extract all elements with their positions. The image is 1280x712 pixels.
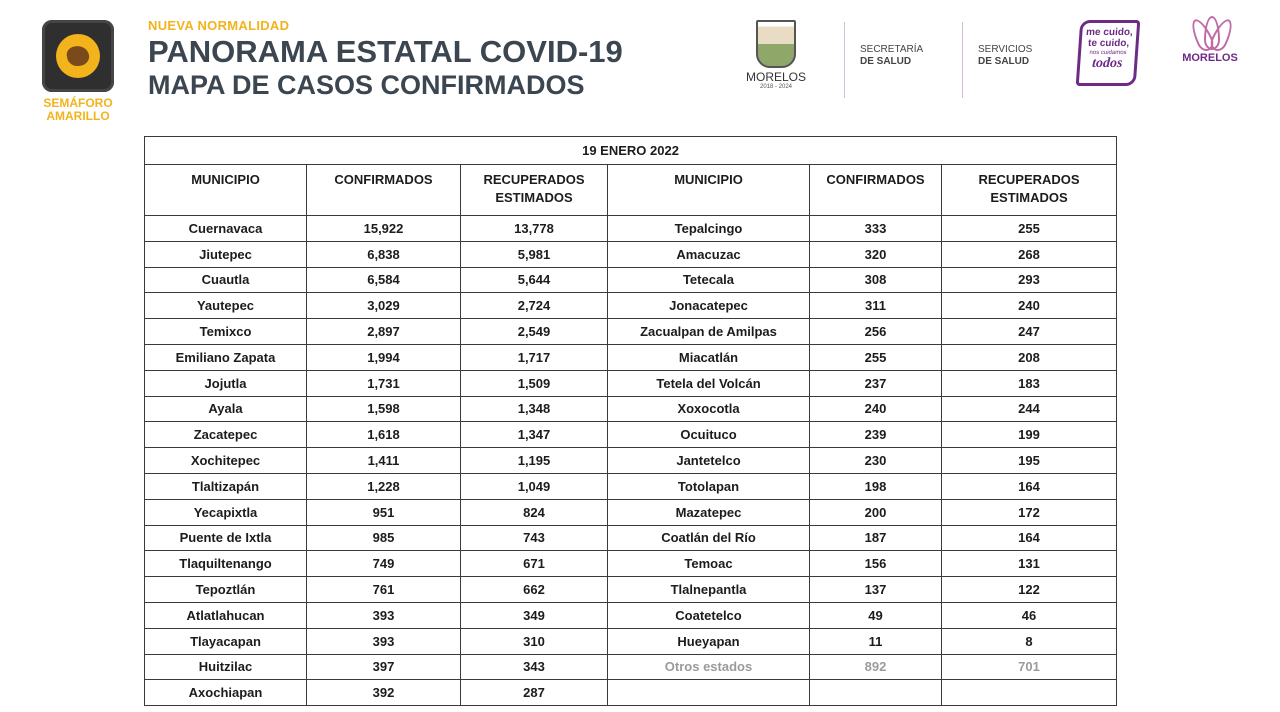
lotus-logo-name: MORELOS [1182, 52, 1238, 64]
cell-recuperados: 122 [942, 577, 1117, 603]
cell-confirmados: 2,897 [307, 319, 461, 345]
semaforo-circle [56, 34, 100, 78]
cell-recuperados: 671 [461, 551, 608, 577]
morelos-lotus-logo [1180, 18, 1240, 70]
cell-recuperados: 2,549 [461, 319, 608, 345]
cell-recuperados: 1,195 [461, 448, 608, 474]
cell-confirmados: 6,838 [307, 241, 461, 267]
header-municipio: MUNICIPIO [608, 165, 810, 216]
header-recuperados-line2: ESTIMADOS [495, 190, 573, 205]
cell-confirmados: 1,228 [307, 473, 461, 499]
morelos-government-logo [740, 20, 812, 90]
table-row [145, 602, 1117, 628]
cell-confirmados: 392 [307, 680, 461, 706]
table-row [145, 293, 1117, 319]
cell-recuperados: 8 [942, 628, 1117, 654]
cell-confirmados: 256 [810, 319, 942, 345]
cell-recuperados [942, 680, 1117, 706]
cell-confirmados: 240 [810, 396, 942, 422]
semaforo-label-line2: AMARILLO [46, 109, 110, 123]
cell-confirmados: 393 [307, 602, 461, 628]
page-subtitle: MAPA DE CASOS CONFIRMADOS [148, 70, 585, 100]
cell-confirmados: 308 [810, 267, 942, 293]
cell-recuperados: 349 [461, 602, 608, 628]
cell-confirmados: 311 [810, 293, 942, 319]
cell-confirmados: 1,618 [307, 422, 461, 448]
semaforo-map-icon [42, 20, 114, 92]
cell-municipio: Otros estados [608, 654, 810, 680]
cell-recuperados: 1,717 [461, 344, 608, 370]
cell-municipio: Miacatlán [608, 344, 810, 370]
table-row [145, 370, 1117, 396]
cell-confirmados: 1,598 [307, 396, 461, 422]
table-row [145, 267, 1117, 293]
cell-confirmados: 6,584 [307, 267, 461, 293]
cell-municipio: Tepalcingo [608, 216, 810, 242]
table-row [145, 654, 1117, 680]
cell-confirmados: 1,411 [307, 448, 461, 474]
logo-divider [844, 22, 845, 98]
cell-municipio: Tlalnepantla [608, 577, 810, 603]
cell-municipio: Emiliano Zapata [145, 344, 307, 370]
header-kicker: NUEVA NORMALIDAD [148, 18, 290, 33]
cell-recuperados: 287 [461, 680, 608, 706]
cell-recuperados: 172 [942, 499, 1117, 525]
morelos-logo-years: 2018 - 2024 [759, 84, 793, 90]
cell-recuperados: 1,049 [461, 473, 608, 499]
cell-municipio: Temixco [145, 319, 307, 345]
campaign-logo [1078, 20, 1138, 86]
cell-municipio: Xochitepec [145, 448, 307, 474]
cell-recuperados: 310 [461, 628, 608, 654]
cell-municipio: Amacuzac [608, 241, 810, 267]
table-row [145, 396, 1117, 422]
cell-recuperados: 195 [942, 448, 1117, 474]
cell-municipio: Tepoztlán [145, 577, 307, 603]
logo-bar [740, 16, 1250, 106]
cell-recuperados: 1,347 [461, 422, 608, 448]
cell-confirmados: 1,994 [307, 344, 461, 370]
cell-municipio: Tlaquiltenango [145, 551, 307, 577]
secretaria-salud-logo [860, 44, 923, 68]
cell-municipio [608, 680, 810, 706]
page-header [148, 18, 623, 100]
table-row [145, 551, 1117, 577]
table-row [145, 473, 1117, 499]
table-row [145, 422, 1117, 448]
cell-confirmados: 333 [810, 216, 942, 242]
cell-recuperados: 208 [942, 344, 1117, 370]
cell-recuperados: 199 [942, 422, 1117, 448]
cell-recuperados: 164 [942, 473, 1117, 499]
report-date: 19 ENERO 2022 [145, 137, 1117, 165]
header-recuperados [461, 165, 608, 216]
cell-confirmados: 749 [307, 551, 461, 577]
campaign-line2: te cuido, [1087, 38, 1130, 49]
cell-municipio: Tetecala [608, 267, 810, 293]
cell-municipio: Cuernavaca [145, 216, 307, 242]
cell-confirmados [810, 680, 942, 706]
morelos-shield-icon [756, 20, 796, 68]
cell-recuperados: 183 [942, 370, 1117, 396]
cell-recuperados: 5,981 [461, 241, 608, 267]
cell-confirmados: 393 [307, 628, 461, 654]
cell-recuperados: 1,509 [461, 370, 608, 396]
header-municipio: MUNICIPIO [145, 165, 307, 216]
logo-divider [962, 22, 963, 98]
cell-municipio: Temoac [608, 551, 810, 577]
table-row [145, 577, 1117, 603]
cell-recuperados: 662 [461, 577, 608, 603]
cell-recuperados: 268 [942, 241, 1117, 267]
cases-table [144, 136, 1117, 706]
cell-municipio: Mazatepec [608, 499, 810, 525]
semaforo-label-line1: SEMÁFORO [43, 96, 113, 110]
semaforo-badge [38, 20, 118, 123]
cell-municipio: Hueyapan [608, 628, 810, 654]
cell-municipio: Coatlán del Río [608, 525, 810, 551]
cell-confirmados: 49 [810, 602, 942, 628]
cell-municipio: Ocuituco [608, 422, 810, 448]
cell-municipio: Totolapan [608, 473, 810, 499]
cell-municipio: Tlayacapan [145, 628, 307, 654]
cell-recuperados: 743 [461, 525, 608, 551]
lotus-icon [1187, 18, 1233, 52]
cell-confirmados: 951 [307, 499, 461, 525]
campaign-badge [1076, 20, 1141, 86]
header-recuperados-line1: RECUPERADOS [978, 172, 1080, 187]
cell-confirmados: 397 [307, 654, 461, 680]
cell-recuperados: 164 [942, 525, 1117, 551]
cell-confirmados: 255 [810, 344, 942, 370]
cell-recuperados: 5,644 [461, 267, 608, 293]
cell-recuperados: 244 [942, 396, 1117, 422]
cell-confirmados: 200 [810, 499, 942, 525]
cell-confirmados: 15,922 [307, 216, 461, 242]
cell-recuperados: 824 [461, 499, 608, 525]
cell-recuperados: 1,348 [461, 396, 608, 422]
campaign-line1: me cuido, [1085, 27, 1134, 38]
cell-municipio: Tlaltizapán [145, 473, 307, 499]
cell-confirmados: 137 [810, 577, 942, 603]
servicios-line2: DE SALUD [978, 56, 1030, 67]
header-recuperados-line2: ESTIMADOS [990, 190, 1068, 205]
secretaria-line2: DE SALUD [860, 56, 912, 67]
cell-confirmados: 320 [810, 241, 942, 267]
cell-confirmados: 230 [810, 448, 942, 474]
cell-confirmados: 156 [810, 551, 942, 577]
cell-recuperados: 240 [942, 293, 1117, 319]
cell-municipio: Jojutla [145, 370, 307, 396]
cell-recuperados: 46 [942, 602, 1117, 628]
morelos-map-shape [65, 44, 90, 68]
table-row [145, 628, 1117, 654]
cell-municipio: Yautepec [145, 293, 307, 319]
cell-municipio: Jiutepec [145, 241, 307, 267]
cell-recuperados: 247 [942, 319, 1117, 345]
cell-municipio: Ayala [145, 396, 307, 422]
semaforo-label [38, 97, 118, 123]
table-row [145, 680, 1117, 706]
table-row [145, 448, 1117, 474]
table-row [145, 344, 1117, 370]
table-row [145, 499, 1117, 525]
cell-recuperados: 2,724 [461, 293, 608, 319]
cell-municipio: Tetela del Volcán [608, 370, 810, 396]
cell-municipio: Axochiapan [145, 680, 307, 706]
cell-municipio: Atlatlahucan [145, 602, 307, 628]
cell-recuperados: 255 [942, 216, 1117, 242]
page-title: PANORAMA ESTATAL COVID-19 [148, 34, 623, 69]
morelos-logo-name: MORELOS [745, 70, 806, 84]
cell-confirmados: 761 [307, 577, 461, 603]
cell-recuperados: 701 [942, 654, 1117, 680]
table-row [145, 319, 1117, 345]
cell-confirmados: 11 [810, 628, 942, 654]
cell-recuperados: 13,778 [461, 216, 608, 242]
cell-municipio: Coatetelco [608, 602, 810, 628]
servicios-line1: SERVICIOS [978, 44, 1033, 55]
cell-municipio: Xoxocotla [608, 396, 810, 422]
cell-municipio: Zacualpan de Amilpas [608, 319, 810, 345]
cell-confirmados: 985 [307, 525, 461, 551]
header-confirmados: CONFIRMADOS [810, 165, 942, 216]
secretaria-line1: SECRETARÍA [860, 44, 924, 55]
cell-municipio: Jantetelco [608, 448, 810, 474]
cell-confirmados: 892 [810, 654, 942, 680]
header-confirmados: CONFIRMADOS [307, 165, 461, 216]
cell-recuperados: 293 [942, 267, 1117, 293]
cell-recuperados: 131 [942, 551, 1117, 577]
table-body [145, 216, 1117, 706]
campaign-line4: todos [1091, 56, 1123, 71]
cell-municipio: Cuautla [145, 267, 307, 293]
cell-confirmados: 187 [810, 525, 942, 551]
lotus-logo-tagline [1180, 64, 1240, 70]
table-row [145, 525, 1117, 551]
servicios-salud-logo [978, 44, 1032, 68]
cell-confirmados: 3,029 [307, 293, 461, 319]
header-recuperados [942, 165, 1117, 216]
cell-municipio: Yecapixtla [145, 499, 307, 525]
table-row [145, 241, 1117, 267]
cell-municipio: Zacatepec [145, 422, 307, 448]
cell-confirmados: 1,731 [307, 370, 461, 396]
cell-recuperados: 343 [461, 654, 608, 680]
cell-municipio: Jonacatepec [608, 293, 810, 319]
table-row [145, 216, 1117, 242]
cell-municipio: Puente de Ixtla [145, 525, 307, 551]
cell-confirmados: 198 [810, 473, 942, 499]
cell-municipio: Huitzilac [145, 654, 307, 680]
cell-confirmados: 239 [810, 422, 942, 448]
cell-confirmados: 237 [810, 370, 942, 396]
campaign-line3: nos cuidamos [1089, 50, 1127, 56]
header-recuperados-line1: RECUPERADOS [483, 172, 585, 187]
